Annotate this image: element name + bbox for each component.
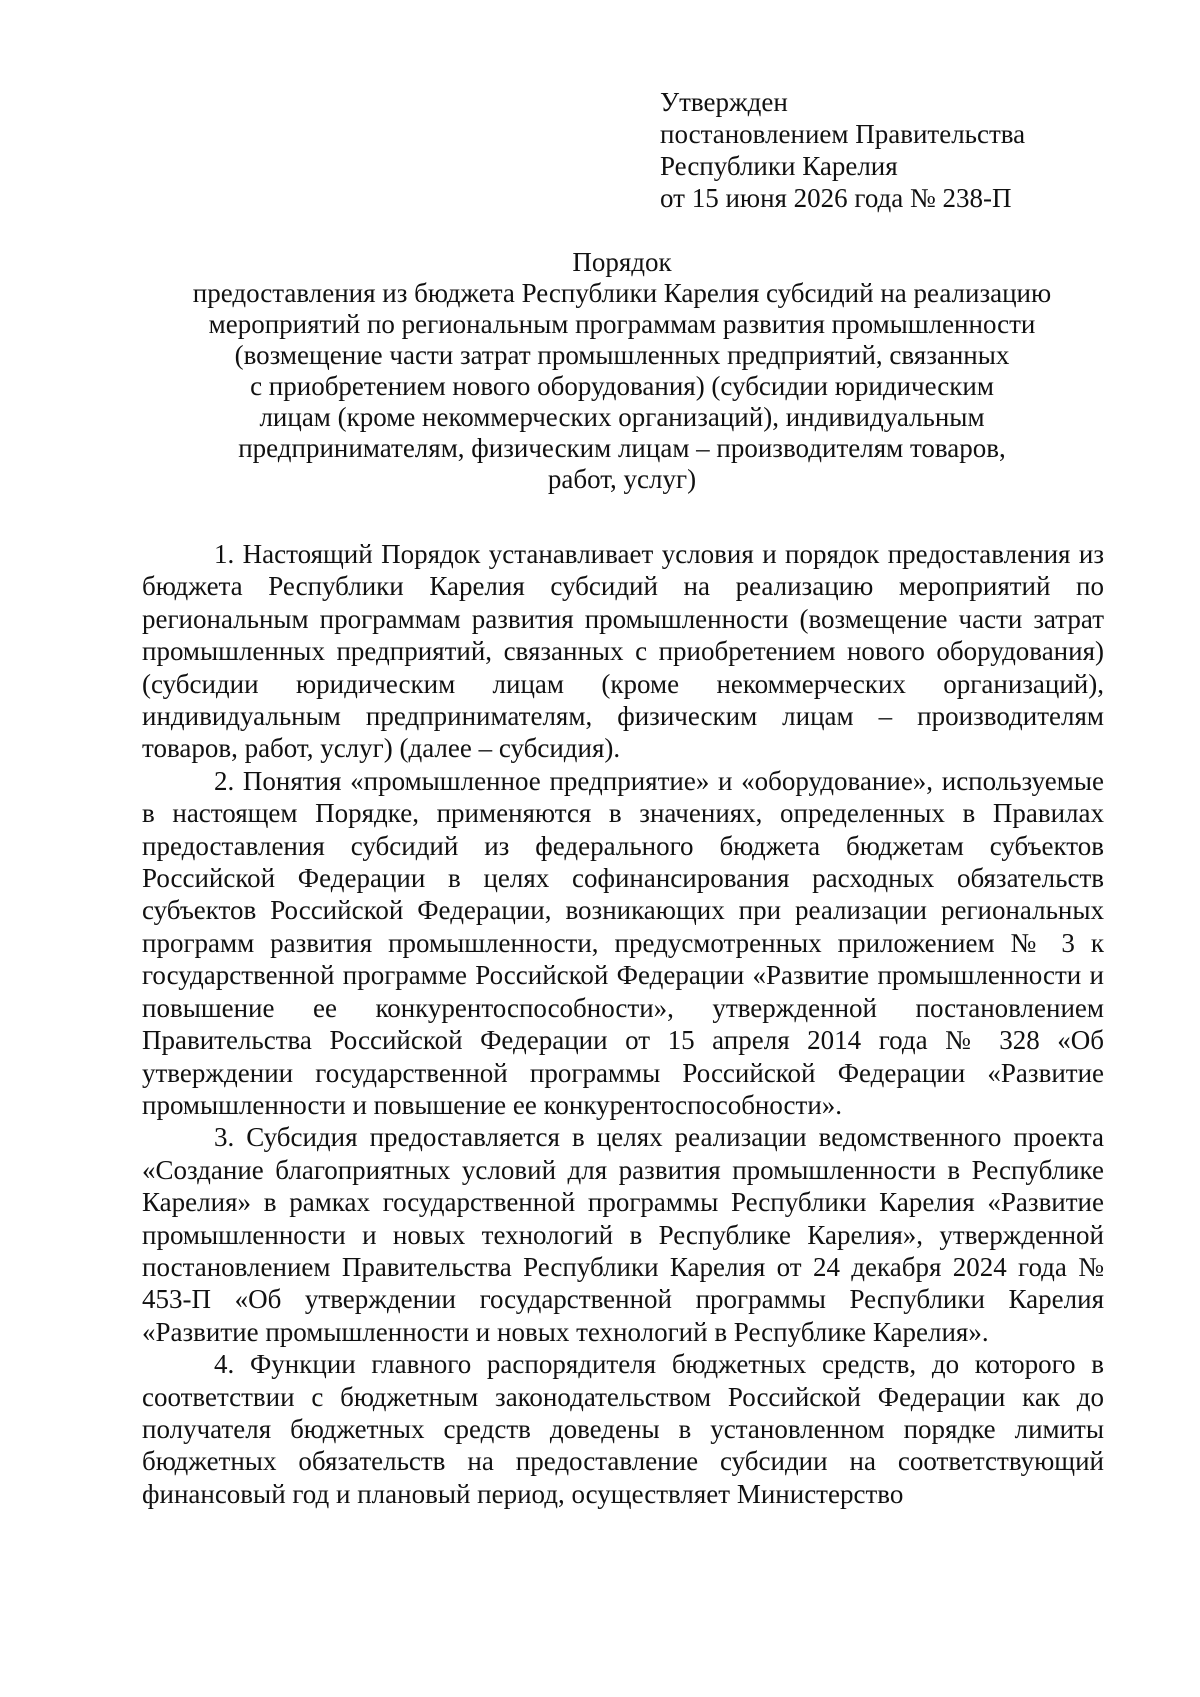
approval-stamp <box>660 86 1025 214</box>
title-line: работ, услуг) <box>547 464 697 494</box>
title-line: мероприятий по региональным программам развития промышленности <box>208 309 1036 339</box>
paragraph-1: 1. Настоящий Порядок устанавливает условия и порядок предоставления из бюджета Республики Карелия субсидий на реализацию мероприятий по региональным программам развития промышленности (возмещение части затрат промышленных предприятий, связанных с приобретением нового оборудования) (субсидии юридическим лицам (кроме некоммерческих организаций), индивидуальным предпринимателям, физическим лицам – производителям товаров, работ, услуг) (далее – субсидия). <box>142 539 1104 764</box>
title-line: (возмещение части затрат промышленных предприятий, связанных <box>234 340 1010 370</box>
approval-line: Республики Карелия <box>660 151 898 181</box>
approval-line: постановлением Правительства <box>660 119 1026 149</box>
document-body <box>142 538 1104 1510</box>
paragraph-4: 4. Функции главного распорядителя бюджетных средств, до которого в соответствии с бюджетным законодательством Российской Федерации как до получателя бюджетных средств доведены в установленном порядке лимиты бюджетных обязательств на предоставление субсидии на соответствующий финансовый год и плановый период, осуществляет Министерство <box>142 1349 1104 1509</box>
approval-date-number: от 15 июня 2026 года № 238-П <box>660 183 1012 213</box>
title-heading: Порядок <box>572 247 672 277</box>
title-line: с приобретением нового оборудования) (субсидии юридическим <box>250 371 994 401</box>
paragraph-3: 3. Субсидия предоставляется в целях реализации ведомственного проекта «Создание благоприятных условий для развития промышленности в Республике Карелия» в рамках государственной программы Республики Карелия «Развитие промышленности и новых технологий в Республике Карелия», утвержденной постановлением Правительства Республики Карелия от 24 декабря 2024 года № 453-П «Об утверждении государственной программы Республики Карелия «Развитие промышленности и новых технологий в Республике Карелия». <box>142 1122 1104 1347</box>
title-line: лицам (кроме некоммерческих организаций), индивидуальным <box>259 402 985 432</box>
approval-line: Утвержден <box>660 87 788 117</box>
title-line: предоставления из бюджета Республики Карелия субсидий на реализацию <box>192 278 1052 308</box>
paragraph-2: 2. Понятия «промышленное предприятие» и «оборудование», используемые в настоящем Порядке, применяются в значениях, определенных в Правилах предоставления субсидий из федерального бюджета бюджетам субъектов Российской Федерации в целях софинансирования расходных обязательств субъектов Российской Федерации, возникающих при реализации региональных программ развития промышленности, предусмотренных приложением № 3 к государственной программе Российской Федерации «Развитие промышленности и повышение ее конкурентоспособности», утвержденной постановлением Правительства Российской Федерации от 15 апреля 2014 года № 328 «Об утверждении государственной программы Российской Федерации «Развитие промышленности и повышение ее конкурентоспособности». <box>142 765 1104 1120</box>
title-line: предпринимателям, физическим лицам – производителям товаров, <box>238 433 1006 463</box>
document-title <box>140 247 1104 495</box>
